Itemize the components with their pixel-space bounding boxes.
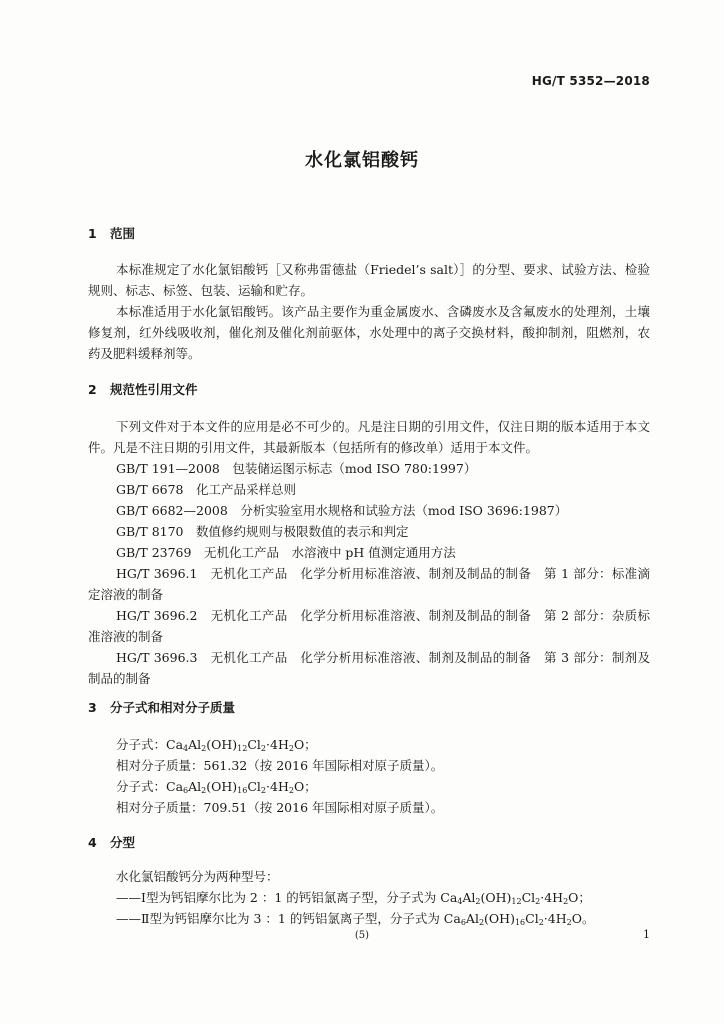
section-title: 规范性引用文件 bbox=[110, 382, 198, 397]
formula-line-2 bbox=[116, 776, 317, 797]
formula-label: 分子式： bbox=[116, 737, 167, 752]
reference-item: HG/T 3696.3 无机化工产品 化学分析用标准溶液、制剂及制品的制备 第 3 部分：制剂及制品的制备 bbox=[88, 650, 650, 686]
section-title: 分型 bbox=[110, 835, 136, 850]
scope-paragraph-1: 本标准规定了水化氯铝酸钙［又称弗雷德盐（Friedel’s salt）］的分型、要求、试验方法、检验规则、标志、标签、包装、运输和贮存。 bbox=[88, 262, 650, 298]
section-3-heading bbox=[88, 698, 235, 716]
document-title: 水化氯铝酸钙 bbox=[305, 150, 419, 171]
section-number: 2 bbox=[88, 382, 97, 397]
type-1-line bbox=[116, 887, 591, 908]
references-intro: 下列文件对于本文件的应用是必不可少的。凡是注日期的引用文件，仅注日期的版本适用于本文件。凡是不注日期的引用文件，其最新版本（包括所有的修改单）适用于本文件。 bbox=[88, 419, 650, 455]
section-number: 3 bbox=[88, 700, 97, 715]
standard-number: HG/T 5352—2018 bbox=[531, 74, 650, 88]
page-marker: (5) bbox=[354, 930, 370, 941]
section-1-heading bbox=[88, 224, 135, 242]
section-2-heading bbox=[88, 380, 198, 398]
chemical-formula: $Ca_6Al_2(OH)_{16}Cl_2\cdot 4H_2O$； bbox=[166, 779, 317, 795]
reference-item: HG/T 3696.1 无机化工产品 化学分析用标准溶液、制剂及制品的制备 第 1 部分：标准滴定溶液的制备 bbox=[88, 566, 650, 602]
type-1-text: ——Ⅰ型为钙铝摩尔比为 2 ：1 的钙铝氯离子型，分子式为 bbox=[116, 890, 441, 905]
chemical-formula: $Ca_6Al_2(OH)_{16}Cl_2\cdot 4H_2O$。 bbox=[443, 911, 595, 927]
section-number: 4 bbox=[88, 835, 97, 850]
molecular-mass-line-2: 相对分子质量：709.51（按 2016 年国际相对原子质量）。 bbox=[116, 800, 444, 815]
reference-item: GB/T 8170 数值修约规则与极限数值的表示和判定 bbox=[116, 524, 409, 539]
type-2-line bbox=[116, 908, 594, 929]
scope-paragraph-2: 本标准适用于水化氯铝酸钙。该产品主要作为重金属废水、含磷废水及含氟废水的处理剂，土壤修复剂，红外线吸收剂，催化剂及催化剂前驱体，水处理中的离子交换材料，酸抑制剂，阻燃剂，农药及肥料缓释剂等。 bbox=[88, 304, 650, 361]
section-title: 分子式和相对分子质量 bbox=[110, 700, 236, 715]
reference-item: GB/T 23769 无机化工产品 水溶液中 pH 值测定通用方法 bbox=[116, 545, 456, 560]
section-title: 范围 bbox=[110, 226, 136, 241]
reference-item: GB/T 6678 化工产品采样总则 bbox=[116, 482, 297, 497]
classification-intro: 水化氯铝酸钙分为两种型号： bbox=[116, 869, 279, 884]
formula-line-1 bbox=[116, 734, 317, 755]
molecular-mass-line-1: 相对分子质量：561.32（按 2016 年国际相对原子质量）。 bbox=[116, 758, 444, 773]
reference-item: GB/T 191—2008 包装储运图示标志（mod ISO 780:1997） bbox=[116, 461, 477, 476]
type-2-text: ——Ⅱ型为钙铝摩尔比为 3 ：1 的钙铝氯离子型，分子式为 bbox=[116, 911, 444, 926]
section-4-heading bbox=[88, 833, 135, 851]
chemical-formula: $Ca_4Al_2(OH)_{12}Cl_2\cdot 4H_2O$； bbox=[166, 737, 317, 753]
page-number: 1 bbox=[643, 928, 650, 941]
formula-label: 分子式： bbox=[116, 779, 167, 794]
chemical-formula: $Ca_4Al_2(OH)_{12}Cl_2\cdot 4H_2O$； bbox=[440, 890, 591, 906]
reference-item: HG/T 3696.2 无机化工产品 化学分析用标准溶液、制剂及制品的制备 第 2 部分：杂质标准溶液的制备 bbox=[88, 608, 650, 644]
section-number: 1 bbox=[88, 226, 97, 241]
reference-item: GB/T 6682—2008 分析实验室用水规格和试验方法（mod ISO 3696:1987） bbox=[116, 503, 568, 518]
